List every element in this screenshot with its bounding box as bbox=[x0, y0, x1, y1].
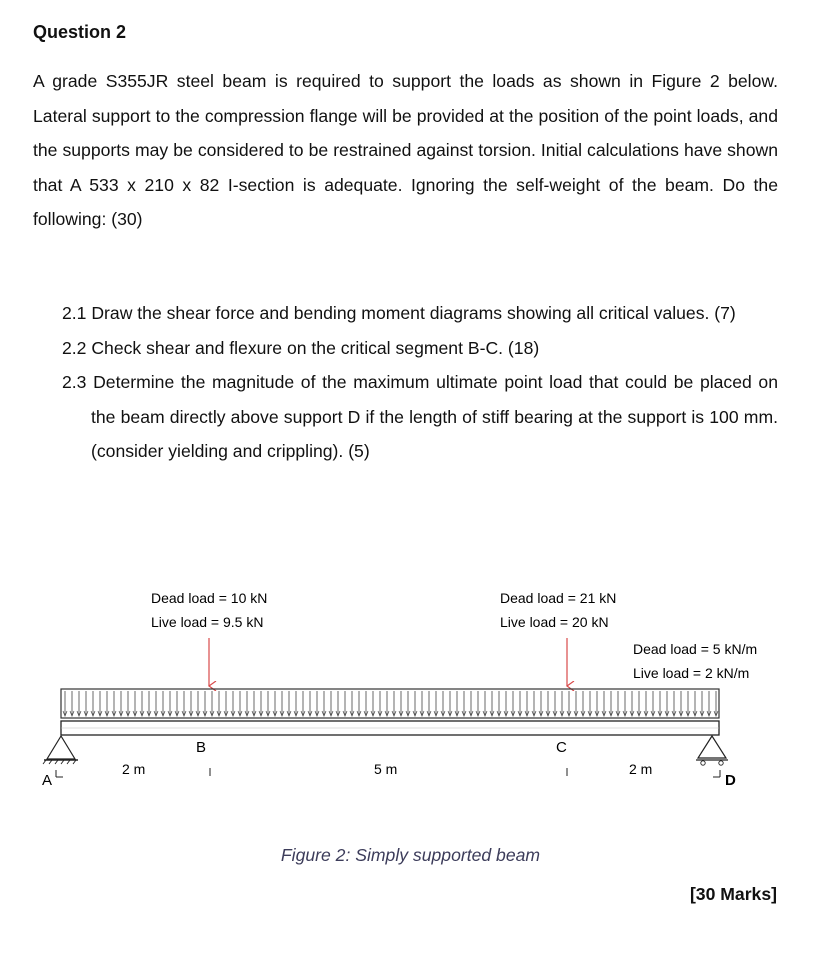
span-bc-label: 5 m bbox=[374, 761, 398, 777]
sub-question-2-2: 2.2 Check shear and flexure on the critical segment B-C. (18) bbox=[62, 337, 540, 358]
udl-box bbox=[61, 689, 719, 718]
udl-dead-label: Dead load = 5 kN/m bbox=[633, 641, 758, 657]
pin-support-a bbox=[43, 736, 78, 764]
sub-question-list bbox=[62, 296, 778, 469]
figure-caption: Figure 2: Simply supported beam bbox=[280, 845, 541, 865]
load-b-live-label: Live load = 9.5 kN bbox=[151, 614, 264, 630]
sub-question-2-1: 2.1 Draw the shear force and bending moment diagrams showing all critical values. (7) bbox=[62, 303, 736, 323]
point-d-label: D bbox=[725, 772, 736, 789]
point-c-label: C bbox=[556, 739, 567, 756]
question-paragraph: A grade S355JR steel beam is required to support the loads as shown in Figure 2 below. Lateral support to the compression flange will be provided at the position of the point loads, and the supports may be considered to be restrained against torsion. Initial calculations have shown that A 533 x 210 x 82 I-section is adequate. Ignoring the self-weight of the beam. Do the following: (30) bbox=[33, 71, 778, 229]
total-marks: [30 Marks] bbox=[689, 884, 777, 904]
udl-arrows bbox=[63, 691, 718, 716]
udl-live-label: Live load = 2 kN/m bbox=[633, 665, 750, 681]
load-c-dead-label: Dead load = 21 kN bbox=[500, 590, 617, 606]
sub-question-2-3: 2.3 Determine the magnitude of the maximum ultimate point load that could be placed on the beam directly above support D if the length of stiff bearing at the support is 100 mm. (consider yielding and crippling). (5) bbox=[62, 372, 778, 461]
span-ab-label: 2 m bbox=[122, 761, 146, 777]
question-title: Question 2 bbox=[33, 22, 127, 42]
point-b-label: B bbox=[196, 739, 207, 756]
beam-figure bbox=[0, 575, 821, 815]
span-cd-label: 2 m bbox=[629, 761, 653, 777]
roller-support-d bbox=[696, 736, 728, 765]
load-c-live-label: Live load = 20 kN bbox=[500, 614, 609, 630]
point-a-label: A bbox=[42, 772, 53, 789]
load-b-dead-label: Dead load = 10 kN bbox=[151, 590, 268, 606]
